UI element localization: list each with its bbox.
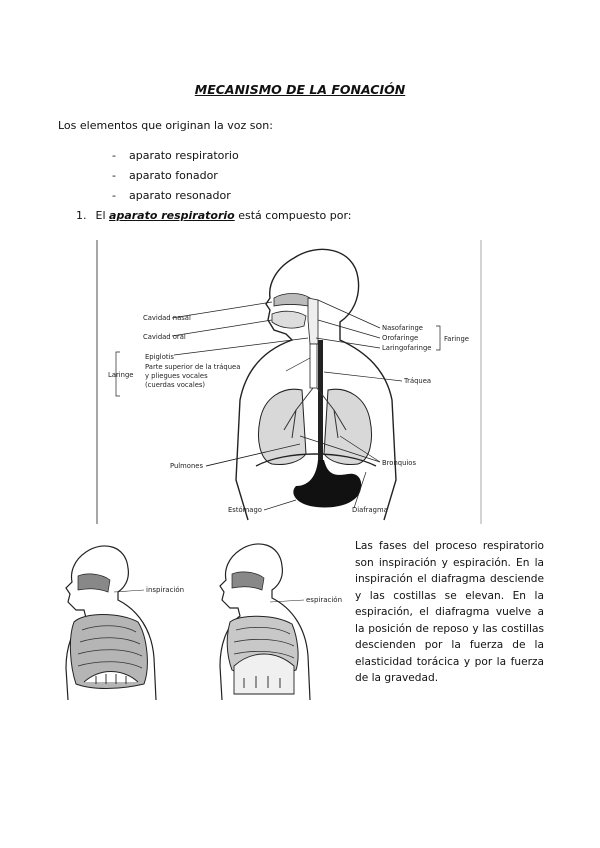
- bullet-dash: -: [112, 169, 116, 182]
- list-item: [112, 168, 239, 188]
- list-item: [112, 188, 239, 208]
- label-cuerdas: (cuerdas vocales): [145, 381, 206, 389]
- respiratory-system-diagram: [96, 240, 482, 524]
- phases-description: Las fases del proceso respiratorio son inspiración y espiración. En la inspiración el diafragma desciende y las costillas se elevan. En la espiración, el diafragma vuelve a la posición de reposo y las costillas descienden por la fuerza de la elasticidad torácica y por la fuerza de la gravedad.: [355, 540, 544, 684]
- pharynx: [308, 298, 318, 344]
- label-orofaringe: Orofaringe: [382, 334, 419, 342]
- label-bronquios: Bronquios: [382, 459, 416, 467]
- trachea: [310, 344, 317, 388]
- label-epiglotis: Epiglotis: [145, 353, 174, 361]
- section-number: 1.: [76, 209, 87, 222]
- label-traquea: Tráquea: [404, 377, 432, 385]
- section-emphasis: aparato respiratorio: [109, 209, 235, 222]
- label-parte-superior: Parte superior de la tráquea: [145, 363, 241, 371]
- list-item-label: aparato fonador: [129, 169, 218, 182]
- label-nasofaringe: Nasofaringe: [382, 324, 423, 332]
- elements-list: [112, 148, 239, 208]
- bullet-dash: -: [112, 149, 116, 162]
- label-pulmones: Pulmones: [170, 462, 203, 470]
- label-diafragma: Diafragma: [352, 506, 388, 514]
- label-estomago: Estómago: [228, 506, 262, 514]
- nasal-cavity: [274, 294, 310, 307]
- breathing-phases-diagram: [48, 538, 348, 706]
- label-laringofaringe: Laringofaringe: [382, 344, 432, 352]
- label-pliegues: y pliegues vocales: [145, 372, 208, 380]
- section-prefix: El: [95, 209, 106, 222]
- list-item: [112, 148, 239, 168]
- label-cavidad-oral: Cavidad oral: [143, 333, 186, 341]
- section-suffix: está compuesto por:: [238, 209, 352, 222]
- page-title: MECANISMO DE LA FONACIÓN: [194, 82, 406, 97]
- label-espiracion: espiración: [306, 596, 343, 604]
- label-inspiracion: inspiración: [146, 586, 185, 594]
- list-item-label: aparato resonador: [129, 189, 231, 202]
- list-item-label: aparato respiratorio: [129, 149, 239, 162]
- section-heading: [76, 209, 352, 222]
- label-laringe: Laringe: [108, 371, 134, 379]
- label-cavidad-nasal: Cavidad nasal: [143, 314, 191, 322]
- bullet-dash: -: [112, 189, 116, 202]
- label-faringe: Faringe: [444, 335, 469, 343]
- intro-text: Los elementos que originan la voz son:: [58, 119, 273, 132]
